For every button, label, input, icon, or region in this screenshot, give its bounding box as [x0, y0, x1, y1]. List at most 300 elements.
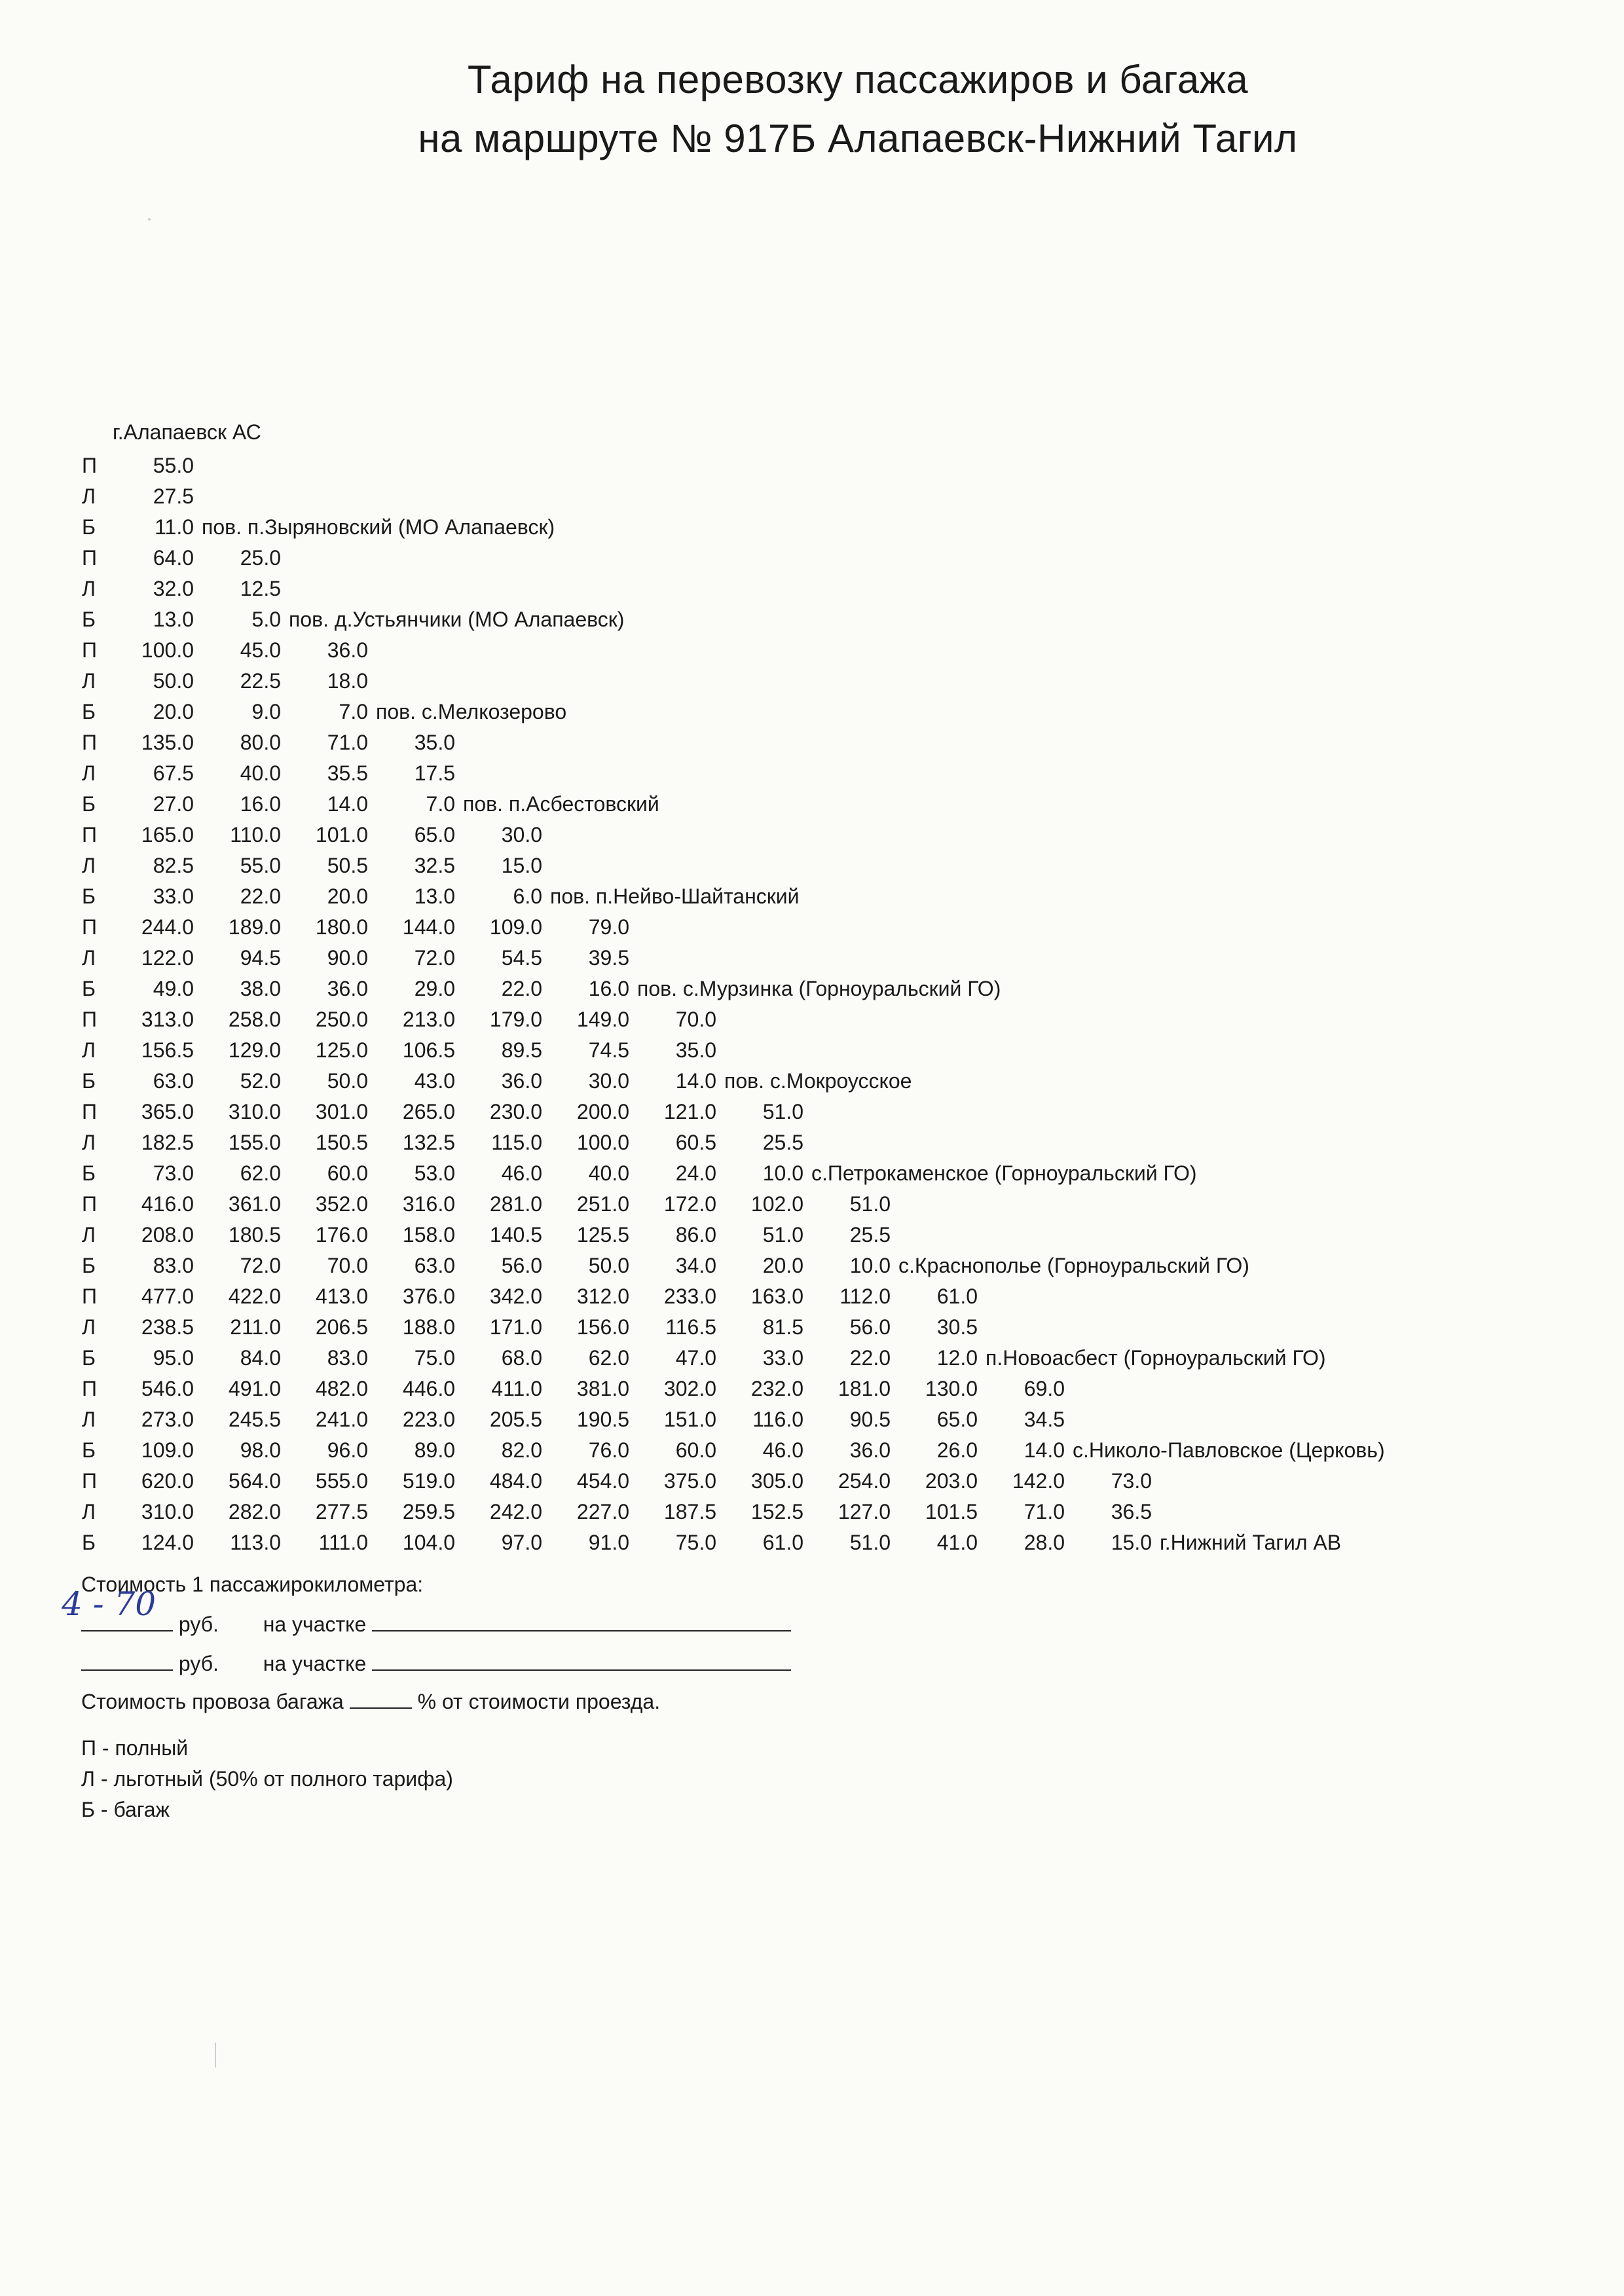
fare-value: 55.0 [240, 854, 281, 877]
legend-discount: Л - льготный (50% от полного тарифа) [81, 1767, 453, 1791]
fare-type-label: П [82, 546, 97, 570]
fare-value: 190.5 [576, 1408, 629, 1431]
fare-value: 144.0 [402, 915, 455, 939]
tariff-row [0, 1220, 1572, 1250]
stop-name: с.Краснополье (Горноуральский ГО) [898, 1254, 1249, 1277]
fare-value: 69.0 [1024, 1377, 1065, 1400]
tariff-row [0, 789, 1572, 820]
fare-value: 301.0 [315, 1100, 368, 1123]
fare-value: 35.5 [327, 761, 368, 785]
fare-value: 15.0 [501, 854, 542, 877]
tariff-row [0, 697, 1572, 727]
fare-value: 132.5 [402, 1131, 455, 1154]
fare-value: 124.0 [141, 1531, 194, 1554]
fare-value: 51.0 [762, 1223, 803, 1247]
fare-value: 41.0 [936, 1531, 978, 1554]
fare-value: 22.0 [501, 977, 542, 1000]
fare-value: 52.0 [240, 1069, 281, 1093]
document-title-line2: на маршруте № 917Б Алапаевск-Нижний Тагил [418, 117, 1298, 160]
fare-value: 171.0 [489, 1315, 542, 1339]
fare-value: 61.0 [936, 1285, 978, 1308]
fare-value: 342.0 [489, 1285, 542, 1308]
fare-value: 244.0 [141, 915, 194, 939]
stop-name: пов. с.Мокроусское [724, 1069, 912, 1093]
fare-value: 71.0 [327, 731, 368, 754]
fare-value: 25.5 [849, 1223, 891, 1247]
fare-value: 36.0 [501, 1069, 542, 1093]
fare-value: 189.0 [228, 915, 281, 939]
fare-value: 101.5 [925, 1500, 978, 1523]
fare-value: 205.5 [489, 1408, 542, 1431]
fare-value: 227.0 [576, 1500, 629, 1523]
stop-name: пов. с.Мурзинка (Горноуральский ГО) [637, 977, 1001, 1000]
fare-type-label: П [82, 1100, 97, 1123]
fare-value: 18.0 [327, 669, 368, 693]
fare-value: 12.0 [936, 1346, 978, 1370]
fare-value: 180.5 [228, 1223, 281, 1247]
fare-value: 46.0 [501, 1161, 542, 1185]
fare-value: 36.0 [327, 638, 368, 662]
fare-value: 79.0 [588, 915, 629, 939]
fare-value: 30.5 [936, 1315, 978, 1339]
fare-value: 352.0 [315, 1192, 368, 1216]
fare-value: 62.0 [588, 1346, 629, 1370]
fare-value: 36.0 [327, 977, 368, 1000]
fare-value: 20.0 [153, 700, 194, 723]
tariff-row [0, 574, 1572, 604]
fare-value: 203.0 [925, 1469, 978, 1493]
fare-value: 35.0 [675, 1038, 716, 1062]
fare-type-label: П [82, 638, 97, 662]
fare-type-label: Б [82, 608, 96, 631]
fare-value: 179.0 [489, 1008, 542, 1031]
fare-value: 208.0 [141, 1223, 194, 1247]
fare-value: 187.5 [663, 1500, 716, 1523]
fare-value: 273.0 [141, 1408, 194, 1431]
stop-name: п.Новоасбест (Горноуральский ГО) [986, 1346, 1326, 1370]
fare-value: 312.0 [576, 1285, 629, 1308]
fare-value: 50.0 [153, 669, 194, 693]
fare-value: 82.0 [501, 1438, 542, 1462]
fare-value: 491.0 [228, 1377, 281, 1400]
fare-value: 251.0 [576, 1192, 629, 1216]
fare-value: 381.0 [576, 1377, 629, 1400]
stop-name: с.Николо-Павловское (Церковь) [1073, 1438, 1385, 1462]
tariff-row [0, 758, 1572, 789]
tariff-row [0, 1404, 1572, 1435]
fare-value: 36.0 [849, 1438, 891, 1462]
fare-value: 265.0 [402, 1100, 455, 1123]
fare-value: 116.0 [752, 1408, 803, 1431]
fare-value: 34.5 [1024, 1408, 1065, 1431]
fare-type-label: Б [82, 1438, 96, 1462]
fare-value: 519.0 [402, 1469, 455, 1493]
fare-value: 64.0 [153, 546, 194, 570]
fare-type-label: Л [82, 1500, 96, 1523]
fare-value: 165.0 [141, 823, 194, 847]
fare-value: 35.0 [414, 731, 455, 754]
fare-value: 73.0 [153, 1161, 194, 1185]
fare-value: 125.0 [315, 1038, 368, 1062]
fare-value: 29.0 [414, 977, 455, 1000]
tariff-row [0, 1066, 1572, 1097]
fare-value: 245.5 [228, 1408, 281, 1431]
tariff-row [0, 727, 1572, 758]
fare-value: 34.0 [675, 1254, 716, 1277]
tariff-row [0, 1374, 1572, 1404]
fare-value: 182.5 [141, 1131, 194, 1154]
fare-value: 56.0 [849, 1315, 891, 1339]
fare-value: 86.0 [675, 1223, 716, 1247]
tariff-row [0, 1343, 1572, 1374]
fare-value: 104.0 [402, 1531, 455, 1554]
fare-value: 96.0 [327, 1438, 368, 1462]
fare-value: 211.0 [230, 1315, 281, 1339]
fare-value: 83.0 [327, 1346, 368, 1370]
fare-value: 11.0 [155, 515, 194, 539]
fare-value: 25.0 [240, 546, 281, 570]
fare-type-label: Л [82, 484, 96, 508]
fare-value: 9.0 [251, 700, 281, 723]
tariff-row [0, 604, 1572, 635]
fare-value: 60.0 [327, 1161, 368, 1185]
fare-value: 100.0 [141, 638, 194, 662]
tariff-row [0, 974, 1572, 1004]
fare-type-label: Л [82, 1223, 96, 1247]
fare-value: 310.0 [141, 1500, 194, 1523]
fare-value: 15.0 [1111, 1531, 1152, 1554]
fare-type-label: П [82, 454, 97, 477]
baggage-cost-prefix: Стоимость провоза багажа [81, 1690, 344, 1713]
fare-value: 223.0 [402, 1408, 455, 1431]
fare-value: 127.0 [838, 1500, 891, 1523]
tariff-row [0, 1250, 1572, 1281]
fare-value: 135.0 [141, 731, 194, 754]
fare-value: 200.0 [576, 1100, 629, 1123]
fare-type-label: Б [82, 1254, 96, 1277]
scan-dot [148, 218, 151, 221]
fare-type-label: Б [82, 1531, 96, 1554]
fare-value: 316.0 [402, 1192, 455, 1216]
section-blank-2 [372, 1650, 791, 1671]
tariff-row [0, 1189, 1572, 1220]
stop-name: с.Петрокаменское (Горноуральский ГО) [811, 1161, 1197, 1185]
fare-value: 302.0 [663, 1377, 716, 1400]
cost-line-2 [81, 1650, 791, 1677]
fare-value: 150.5 [315, 1131, 368, 1154]
fare-value: 28.0 [1024, 1531, 1065, 1554]
fare-value: 620.0 [141, 1469, 194, 1493]
section-blank-1 [372, 1611, 791, 1631]
fare-value: 241.0 [315, 1408, 368, 1431]
fare-value: 22.0 [849, 1346, 891, 1370]
fare-type-label: Л [82, 1408, 96, 1431]
fare-value: 130.0 [925, 1377, 978, 1400]
fare-value: 49.0 [153, 977, 194, 1000]
fare-value: 80.0 [240, 731, 281, 754]
fare-value: 83.0 [153, 1254, 194, 1277]
stop-name: пов. п.Асбестовский [463, 792, 659, 816]
fare-value: 411.0 [491, 1377, 542, 1400]
fare-value: 55.0 [153, 454, 194, 477]
tariff-row [0, 481, 1572, 512]
fare-type-label: Б [82, 977, 96, 1000]
fare-value: 71.0 [1024, 1500, 1065, 1523]
fare-value: 422.0 [228, 1285, 281, 1308]
fare-value: 113.0 [230, 1531, 281, 1554]
fare-value: 89.5 [501, 1038, 542, 1062]
fare-type-label: Л [82, 1038, 96, 1062]
fare-value: 6.0 [513, 884, 542, 908]
fare-value: 140.5 [489, 1223, 542, 1247]
fare-value: 258.0 [228, 1008, 281, 1031]
tariff-row [0, 1035, 1572, 1066]
tariff-row [0, 1127, 1572, 1158]
fare-value: 67.5 [153, 761, 194, 785]
fare-value: 50.0 [327, 1069, 368, 1093]
fare-value: 122.0 [141, 946, 194, 970]
fare-value: 102.0 [750, 1192, 803, 1216]
fare-value: 254.0 [838, 1469, 891, 1493]
rub-label-1: руб. [178, 1613, 219, 1636]
fare-value: 13.0 [153, 608, 194, 631]
fare-value: 22.5 [240, 669, 281, 693]
tariff-row [0, 450, 1572, 481]
fare-value: 310.0 [228, 1100, 281, 1123]
fare-value: 43.0 [414, 1069, 455, 1093]
fare-type-label: Б [82, 700, 96, 723]
fare-value: 46.0 [762, 1438, 803, 1462]
fare-value: 38.0 [240, 977, 281, 1000]
fare-value: 250.0 [315, 1008, 368, 1031]
fare-value: 375.0 [663, 1469, 716, 1493]
fare-value: 24.0 [675, 1161, 716, 1185]
fare-value: 89.0 [414, 1438, 455, 1462]
fare-type-label: П [82, 1285, 97, 1308]
fare-type-label: П [82, 1192, 97, 1216]
fare-value: 100.0 [576, 1131, 629, 1154]
fare-type-label: Л [82, 854, 96, 877]
fare-value: 564.0 [228, 1469, 281, 1493]
fare-value: 446.0 [402, 1377, 455, 1400]
fare-value: 51.0 [849, 1192, 891, 1216]
tariff-row [0, 943, 1572, 974]
fare-value: 84.0 [240, 1346, 281, 1370]
fare-value: 72.0 [240, 1254, 281, 1277]
tariff-row [0, 1527, 1572, 1558]
tariff-row [0, 512, 1572, 543]
fare-type-label: П [82, 1377, 97, 1400]
fare-value: 188.0 [402, 1315, 455, 1339]
fare-value: 172.0 [663, 1192, 716, 1216]
fare-value: 12.5 [240, 577, 281, 600]
fare-value: 91.0 [588, 1531, 629, 1554]
fare-type-label: Б [82, 1161, 96, 1185]
fare-value: 176.0 [315, 1223, 368, 1247]
fare-value: 62.0 [240, 1161, 281, 1185]
tariff-row [0, 1158, 1572, 1189]
fare-value: 14.0 [327, 792, 368, 816]
fare-value: 7.0 [339, 700, 368, 723]
fare-value: 16.0 [588, 977, 629, 1000]
fare-value: 40.0 [240, 761, 281, 785]
fare-value: 74.5 [588, 1038, 629, 1062]
fare-value: 14.0 [675, 1069, 716, 1093]
fare-value: 361.0 [228, 1192, 281, 1216]
handwritten-rate: 4 - 70 [62, 1585, 157, 1623]
fare-value: 109.0 [141, 1438, 194, 1462]
section-label-1: на участке [263, 1613, 367, 1636]
tariff-row [0, 666, 1572, 697]
fare-value: 555.0 [315, 1469, 368, 1493]
fare-type-label: Л [82, 577, 96, 600]
fare-value: 97.0 [501, 1531, 542, 1554]
fare-value: 180.0 [315, 915, 368, 939]
fare-value: 158.0 [402, 1223, 455, 1247]
fare-value: 477.0 [141, 1285, 194, 1308]
fare-value: 238.5 [141, 1315, 194, 1339]
fare-value: 156.0 [576, 1315, 629, 1339]
fare-value: 142.0 [1012, 1469, 1065, 1493]
tariff-row [0, 1097, 1572, 1127]
cost-line-1 [62, 1585, 791, 1637]
fare-value: 10.0 [762, 1161, 803, 1185]
tariff-row [0, 850, 1572, 881]
fare-value: 32.5 [414, 854, 455, 877]
fare-value: 76.0 [588, 1438, 629, 1462]
fare-value: 181.0 [838, 1377, 891, 1400]
fare-value: 27.0 [153, 792, 194, 816]
fare-value: 56.0 [501, 1254, 542, 1277]
fare-value: 36.5 [1111, 1500, 1152, 1523]
fare-value: 61.0 [762, 1531, 803, 1554]
fare-value: 68.0 [501, 1346, 542, 1370]
fare-value: 242.0 [489, 1500, 542, 1523]
tariff-row [0, 820, 1572, 850]
fare-value: 54.5 [501, 946, 542, 970]
fare-value: 14.0 [1024, 1438, 1065, 1462]
fare-type-label: Л [82, 946, 96, 970]
fare-value: 277.5 [315, 1500, 368, 1523]
fare-value: 72.0 [414, 946, 455, 970]
fare-value: 65.0 [414, 823, 455, 847]
tariff-row [0, 543, 1572, 574]
fare-value: 111.0 [318, 1531, 368, 1554]
fare-value: 10.0 [849, 1254, 891, 1277]
fare-value: 60.5 [675, 1131, 716, 1154]
fare-value: 115.0 [491, 1131, 542, 1154]
fare-type-label: П [82, 915, 97, 939]
fare-value: 33.0 [153, 884, 194, 908]
fare-type-label: Б [82, 884, 96, 908]
baggage-percent-blank [350, 1688, 412, 1709]
fare-value: 365.0 [141, 1100, 194, 1123]
fare-value: 163.0 [750, 1285, 803, 1308]
fare-value: 81.5 [762, 1315, 803, 1339]
fare-value: 75.0 [414, 1346, 455, 1370]
fare-value: 233.0 [663, 1285, 716, 1308]
rate-blank-2 [81, 1650, 173, 1671]
fare-value: 47.0 [675, 1346, 716, 1370]
fare-value: 482.0 [315, 1377, 368, 1400]
rub-label-2: руб. [178, 1652, 219, 1675]
fare-value: 152.5 [750, 1500, 803, 1523]
fare-type-label: Б [82, 1346, 96, 1370]
fare-value: 7.0 [426, 792, 455, 816]
fare-value: 149.0 [576, 1008, 629, 1031]
tariff-row [0, 1281, 1572, 1312]
fare-value: 65.0 [936, 1408, 978, 1431]
tariff-row [0, 1466, 1572, 1497]
tariff-row [0, 1497, 1572, 1527]
fare-value: 106.5 [402, 1038, 455, 1062]
fare-value: 90.0 [327, 946, 368, 970]
rate-blank-1 [62, 1585, 173, 1631]
tariff-row [0, 1312, 1572, 1343]
fare-type-label: Б [82, 515, 96, 539]
stop-name: пов. п.Зыряновский (МО Алапаевск) [202, 515, 555, 539]
fare-value: 129.0 [228, 1038, 281, 1062]
fare-value: 17.5 [414, 761, 455, 785]
scan-artifact [215, 2043, 216, 2068]
fare-value: 45.0 [240, 638, 281, 662]
fare-value: 63.0 [414, 1254, 455, 1277]
tariff-row [0, 881, 1572, 912]
fare-value: 546.0 [141, 1377, 194, 1400]
fare-value: 16.0 [240, 792, 281, 816]
fare-value: 125.5 [576, 1223, 629, 1247]
fare-value: 25.5 [762, 1131, 803, 1154]
fare-value: 116.5 [665, 1315, 716, 1339]
fare-value: 259.5 [402, 1500, 455, 1523]
fare-type-label: Л [82, 1131, 96, 1154]
fare-value: 121.0 [663, 1100, 716, 1123]
start-station: г.Алапаевск АС [113, 420, 261, 444]
fare-value: 20.0 [762, 1254, 803, 1277]
fare-value: 213.0 [402, 1008, 455, 1031]
stop-name: г.Нижний Тагил АВ [1160, 1531, 1342, 1554]
fare-value: 30.0 [501, 823, 542, 847]
fare-value: 22.0 [240, 884, 281, 908]
fare-value: 155.0 [228, 1131, 281, 1154]
fare-type-label: Б [82, 792, 96, 816]
fare-value: 305.0 [750, 1469, 803, 1493]
cost-per-km-label: Стоимость 1 пассажирокилометра: [81, 1573, 424, 1596]
fare-value: 75.0 [675, 1531, 716, 1554]
document-title-line1: Тариф на перевозку пассажиров и багажа [467, 58, 1249, 101]
fare-value: 376.0 [402, 1285, 455, 1308]
baggage-cost-suffix: % от стоимости проезда. [417, 1690, 661, 1713]
fare-type-label: П [82, 731, 97, 754]
fare-value: 90.5 [849, 1408, 891, 1431]
fare-value: 73.0 [1111, 1469, 1152, 1493]
fare-value: 110.0 [230, 823, 281, 847]
fare-value: 60.0 [675, 1438, 716, 1462]
fare-value: 156.5 [141, 1038, 194, 1062]
stop-name: пов. с.Мелкозерово [376, 700, 567, 723]
fare-value: 281.0 [489, 1192, 542, 1216]
fare-value: 26.0 [936, 1438, 978, 1462]
fare-type-label: Л [82, 669, 96, 693]
fare-value: 13.0 [414, 884, 455, 908]
fare-value: 70.0 [675, 1008, 716, 1031]
fare-value: 30.0 [588, 1069, 629, 1093]
fare-value: 32.0 [153, 577, 194, 600]
fare-value: 53.0 [414, 1161, 455, 1185]
fare-value: 39.5 [588, 946, 629, 970]
fare-value: 33.0 [762, 1346, 803, 1370]
fare-type-label: П [82, 1469, 97, 1493]
